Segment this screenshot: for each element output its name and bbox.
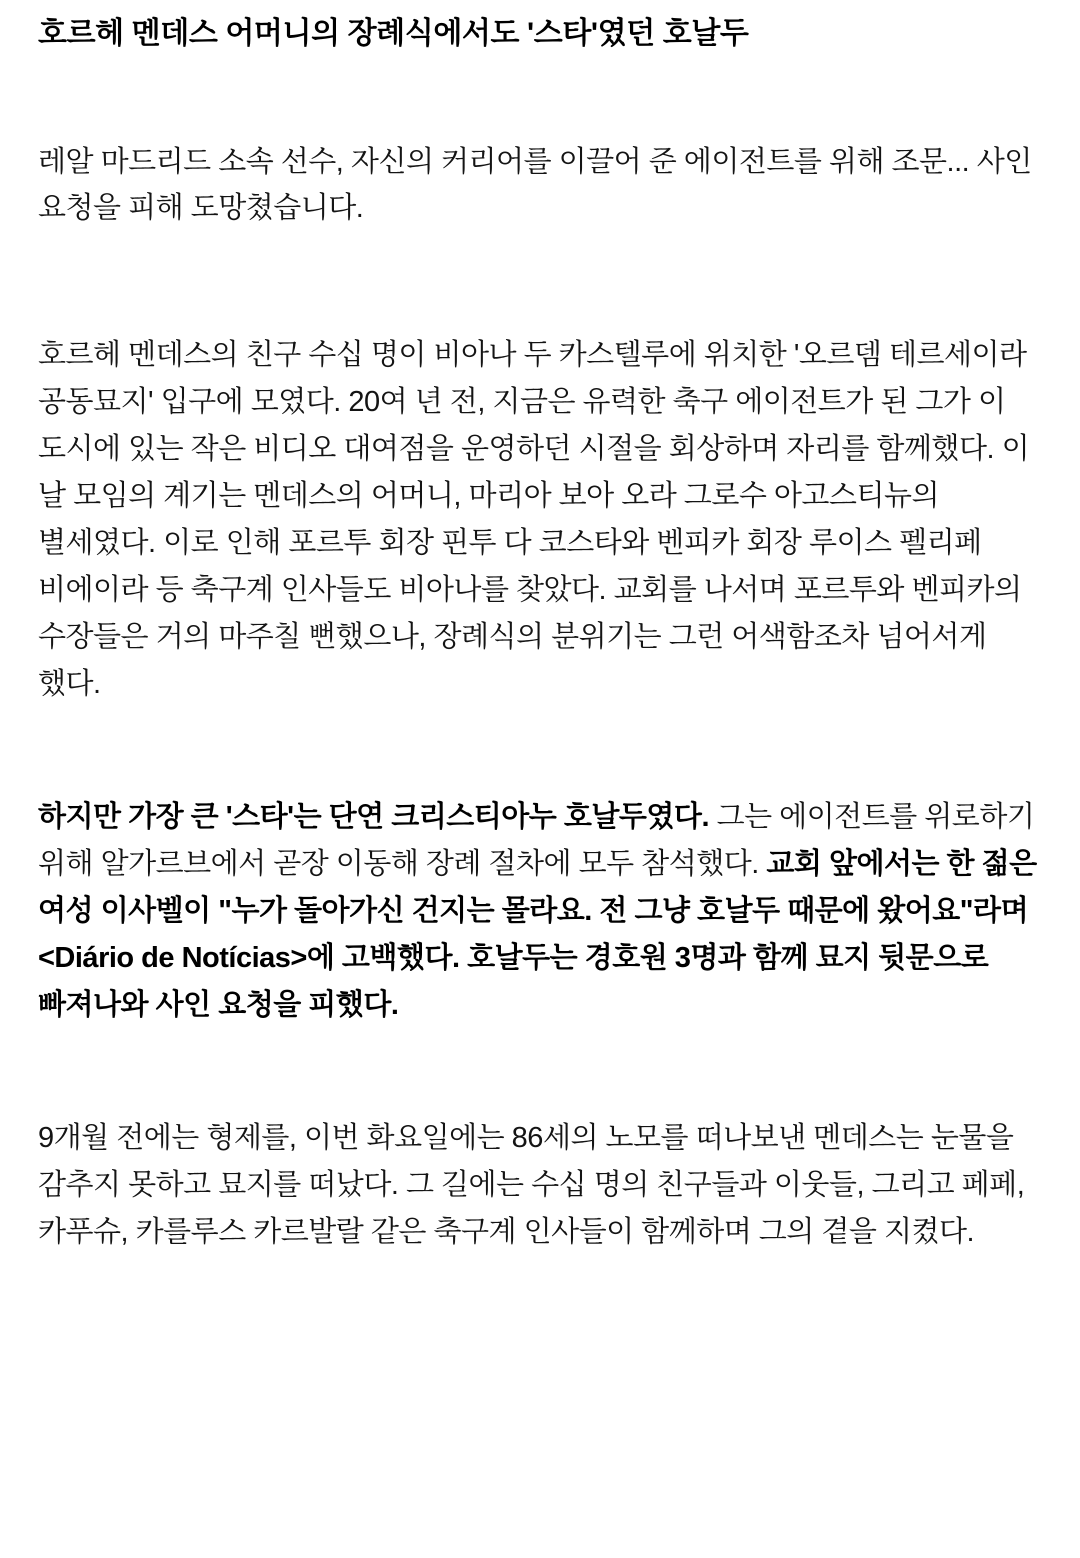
paragraph-2-bold-quote: 교회 앞에서는 한 젊은 여성 이사벨이 "누가 돌아가신 건지는 몰라요. 전 그냥 호날두 때문에 왔어요"라며 <Diário de Notícias>에 고백했다. 호날두는 경호원 3명과 함께 묘지 뒷문으로 빠져나와 사인 요청을 피했다.	[38, 848, 1037, 1022]
article-body-paragraph-3: 9개월 전에는 형제를, 이번 화요일에는 86세의 노모를 떠나보낸 멘데스는 눈물을 감추지 못하고 묘지를 떠났다. 그 길에는 수십 명의 친구들과 이웃들, 그리고 페페, 카푸슈, 카를루스 카르발랄 같은 축구계 인사들이 함께하며 그의 곁을 지켰다.	[38, 1122, 1025, 1248]
article-lead-paragraph: 레알 마드리드 소속 선수, 자신의 커리어를 이끌어 준 에이전트를 위해 조문... 사인 요청을 피해 도망쳤습니다.	[38, 145, 1032, 225]
article-body-paragraph-1: 호르헤 멘데스의 친구 수십 명이 비아나 두 카스텔루에 위치한 '오르뎀 테르세이라 공동묘지' 입구에 모였다. 20여 년 전, 지금은 유력한 축구 에이전트가 된 그가 이 도시에 있는 작은 비디오 대여점을 운영하던 시절을 회상하며 자리를 함께했다. 이 날 모임의 계기는 멘데스의 어머니, 마리아 보아 오라 그로수 아고스티뉴의 별세였다. 이로 인해 포르투 회장 핀투 다 코스타와 벤피카 회장 루이스 펠리페 비에이라 등 축구계 인사들도 비아나를 찾았다. 교회를 나서며 포르투와 벤피카의 수장들은 거의 마주칠 뻔했으나, 장례식의 분위기는 그런 어색함조차 넘어서게 했다.	[38, 339, 1030, 701]
article-body-paragraph-2	[38, 794, 1042, 1029]
paragraph-2-bold-lead: 하지만 가장 큰 '스타'는 단연 크리스티아누 호날두였다.	[38, 801, 710, 834]
paragraph-2-plain-text: 그는 에이전트를 위로하기 위해 알가르브에서 곧장 이동해 장례 절차에 모두 참석했다.	[38, 801, 1035, 881]
page-title: 호르헤 멘데스 어머니의 장례식에서도 '스타'였던 호날두	[38, 17, 749, 50]
